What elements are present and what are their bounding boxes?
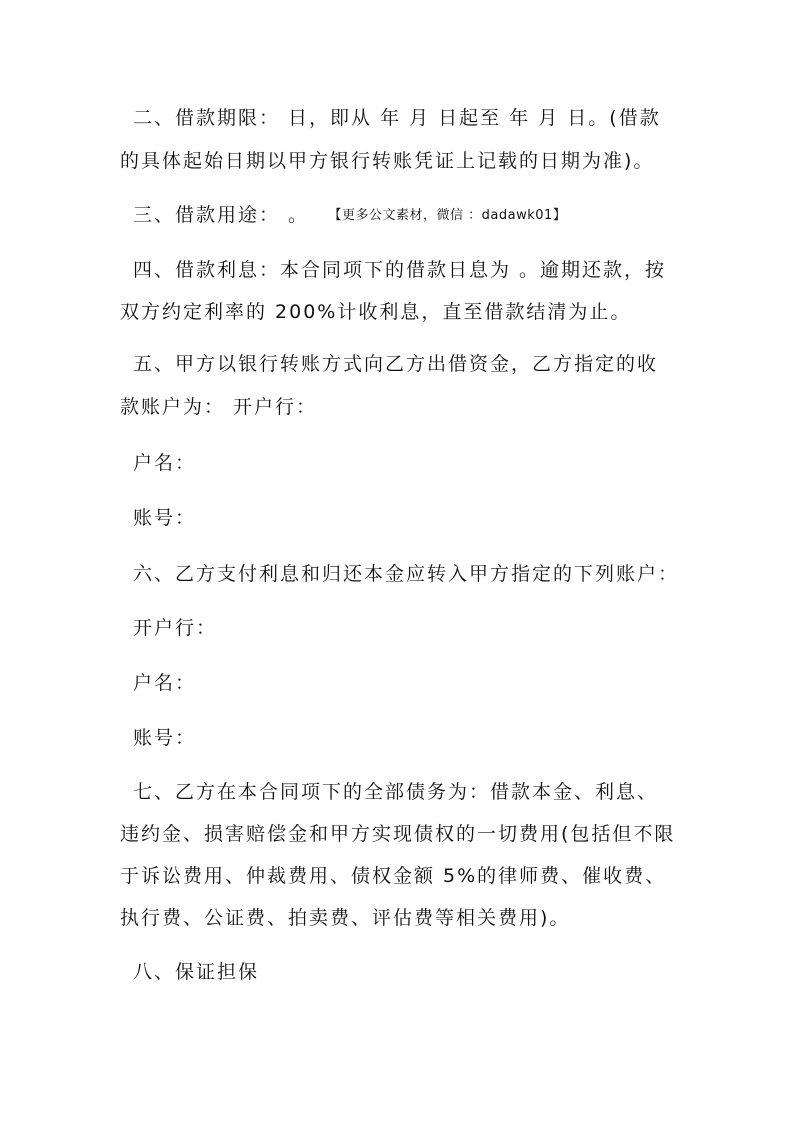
clause-5-account-number: 账号： xyxy=(133,507,197,529)
clause-2-line-1: 二、借款期限： 日，即从 年 月 日起至 年 月 日。(借款 xyxy=(133,107,661,129)
clause-5-line-1: 五、甲方以银行转账方式向乙方出借资金，乙方指定的收 xyxy=(133,353,659,375)
clause-7-line-3: 于诉讼费用、仲裁费用、债权金额 5%的律师费、催收费、 xyxy=(120,865,667,887)
clause-2-line-2: 的具体起始日期以甲方银行转账凭证上记载的日期为准)。 xyxy=(120,150,655,172)
clause-5-line-2: 款账户为： 开户行： xyxy=(120,396,318,418)
clause-6-bank: 开户行： xyxy=(133,617,218,639)
clause-3-line xyxy=(133,203,693,228)
clause-3-text: 三、借款用途： 。 xyxy=(133,204,310,226)
clause-6-account-number: 账号： xyxy=(133,727,197,749)
clause-7-line-4: 执行费、公证费、拍卖费、评估费等相关费用)。 xyxy=(120,907,571,929)
promo-note: 【更多公文素材，微信 ：dadawk01】 xyxy=(335,208,567,223)
clause-4-line-2: 双方约定利率的 200%计收利息，直至借款结清为止。 xyxy=(120,301,632,323)
clause-5-account-name: 户名： xyxy=(133,452,197,474)
clause-4-line-1: 四、借款利息：本合同项下的借款日息为 。逾期还款，按 xyxy=(133,259,667,281)
clause-7-line-2: 违约金、损害赔偿金和甲方实现债权的一切费用(包括但不限 xyxy=(120,823,676,845)
clause-6-line: 六、乙方支付利息和归还本金应转入甲方指定的下列账户： xyxy=(133,563,680,585)
clause-8-heading: 八、保证担保 xyxy=(133,961,260,983)
clause-6-account-name: 户名： xyxy=(133,672,197,694)
clause-7-line-1: 七、乙方在本合同项下的全部债务为：借款本金、利息、 xyxy=(133,781,659,803)
